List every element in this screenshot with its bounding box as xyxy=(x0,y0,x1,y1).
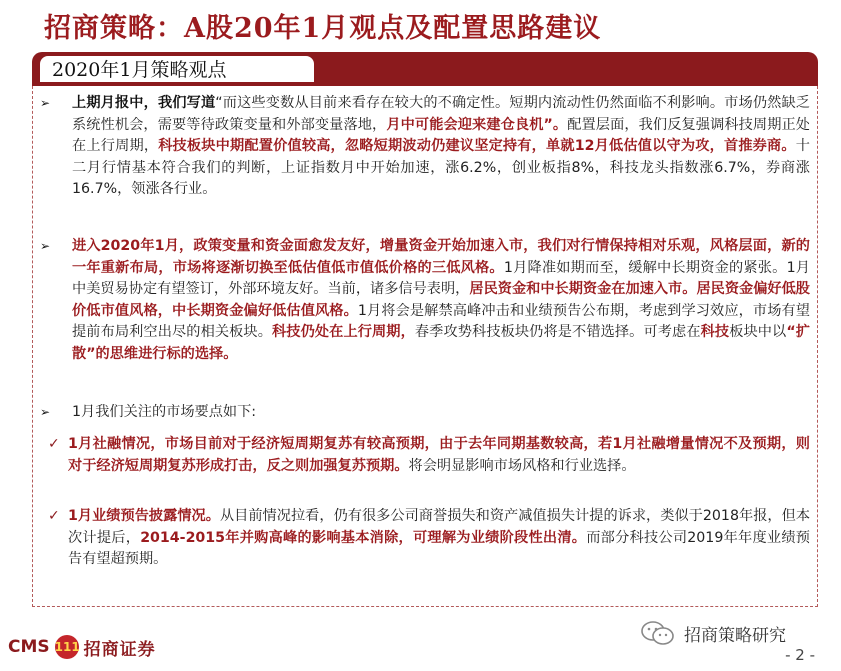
logo-cms-text: CMS xyxy=(8,637,50,657)
text-normal: 将会明显影响市场风格和行业选择。 xyxy=(408,457,636,474)
text-highlight: 的思维进行标的选择。 xyxy=(95,345,238,362)
text-highlight: 1月社融情况，市场目前对于经济短周期复苏有较高预期，由于去年同期基数较高，若1月社融增量情况不及预期，则对于经济短周期复苏形成打击，反之则加强复苏预期。 xyxy=(68,436,810,474)
logo-company-name: 招商证券 xyxy=(83,639,156,660)
wechat-account-name: 招商策略研究 xyxy=(684,625,786,646)
paragraph-text xyxy=(68,434,810,477)
paragraph-key-points-intro xyxy=(40,402,810,424)
text-highlight: 1月业绩预告披露情况。 xyxy=(68,508,220,524)
paragraph-last-month xyxy=(40,93,810,201)
paragraph-text: 1月我们关注的市场要点如下: xyxy=(72,404,257,420)
text-highlight: 月中可能会迎来建仓良机”。 xyxy=(386,116,568,133)
checklist-item-social-financing xyxy=(40,434,810,477)
text-highlight: “扩散” xyxy=(72,324,810,362)
wechat-account xyxy=(640,620,786,646)
text-highlight: 居民资金和中长期资金在加速入市。居民资金偏好低股价低市值风格，中长期资金偏好低估值风格。 xyxy=(72,281,810,319)
company-logo xyxy=(8,632,156,662)
text-normal: 1月降准如期而至，缓解中长期资金的紧张。1月中美贸易协定有望签订，外部环境友好。当前，诸多信号表明， xyxy=(72,259,810,297)
wechat-icon xyxy=(640,620,676,646)
text-highlight: 科技 xyxy=(700,324,730,340)
arrow-bullet-icon: ➢ xyxy=(40,96,51,110)
text-highlight: 科技仍处在上行周期， xyxy=(272,324,415,340)
paragraph-text xyxy=(72,236,810,365)
text-normal: 而部分科技公司2019年年度业绩预告有望超预期。 xyxy=(68,529,810,567)
text-normal: 十二月行情基本符合我们的判断，上证指数月中开始加速，涨6.2%，创业板指8%，科技龙头指数涨6.7%，券商涨16.7%，领涨各行业。 xyxy=(72,138,810,197)
section-label: 2020年1月策略观点 xyxy=(40,56,314,82)
paragraph-january-outlook xyxy=(40,236,810,365)
text-normal: 配置层面，我们反复强调科技周期正处在上行周期， xyxy=(72,116,810,154)
text-bold: 我们写道 xyxy=(157,95,216,111)
text-normal: 从目前情况拉看，仍有很多公司商誉损失和资产减值损失计提的诉求，类似于2018年报，但本次计提后， xyxy=(68,508,811,546)
text-highlight: 科技板块中期配置价值较高，忽略短期波动仍建议坚定持有，单就12月低估值以守为攻，首推券商。 xyxy=(158,138,796,154)
text-normal: “而这些变数从目前来看存在较大的不确定性。短期内流动性仍然面临不利影响。市场仍然缺乏系统性机会，需要等待政策变量和外部变量落地， xyxy=(72,95,810,133)
page-title: 招商策略：A股20年1月观点及配置思路建议 xyxy=(44,13,602,44)
logo-mark-icon: 111 xyxy=(55,635,79,659)
text-highlight: 2014-2015年并购高峰的影响基本消除，可理解为业绩阶段性出清。 xyxy=(140,529,587,546)
text-normal: 1月将会是解禁高峰冲击和业绩预告公布期，考虑到学习效应，市场有望提前布局利空出尽的相关板块。 xyxy=(72,302,810,340)
check-icon: ✓ xyxy=(48,436,60,452)
page-number: - 2 - xyxy=(785,646,815,664)
arrow-bullet-icon: ➢ xyxy=(40,405,51,419)
text-highlight: 进入2020年1月，政策变量和资金面愈发友好，增量资金开始加速入市，我们对行情保持相对乐观，风格层面，新的一年重新布局，市场将逐渐切换至低估值低市值低价格的三低风格。 xyxy=(72,238,810,276)
check-icon: ✓ xyxy=(48,508,60,524)
paragraph-text xyxy=(72,93,810,201)
section-header-bar xyxy=(32,52,818,86)
text-normal: 板块中以 xyxy=(729,324,787,340)
checklist-item-earnings-preview xyxy=(40,506,810,571)
text-bold: 上期月报中， xyxy=(72,95,158,111)
arrow-bullet-icon: ➢ xyxy=(40,239,51,253)
paragraph-text xyxy=(68,506,810,571)
text-normal: 春季攻势科技板块仍将是不错选择。可考虑在 xyxy=(414,324,701,340)
